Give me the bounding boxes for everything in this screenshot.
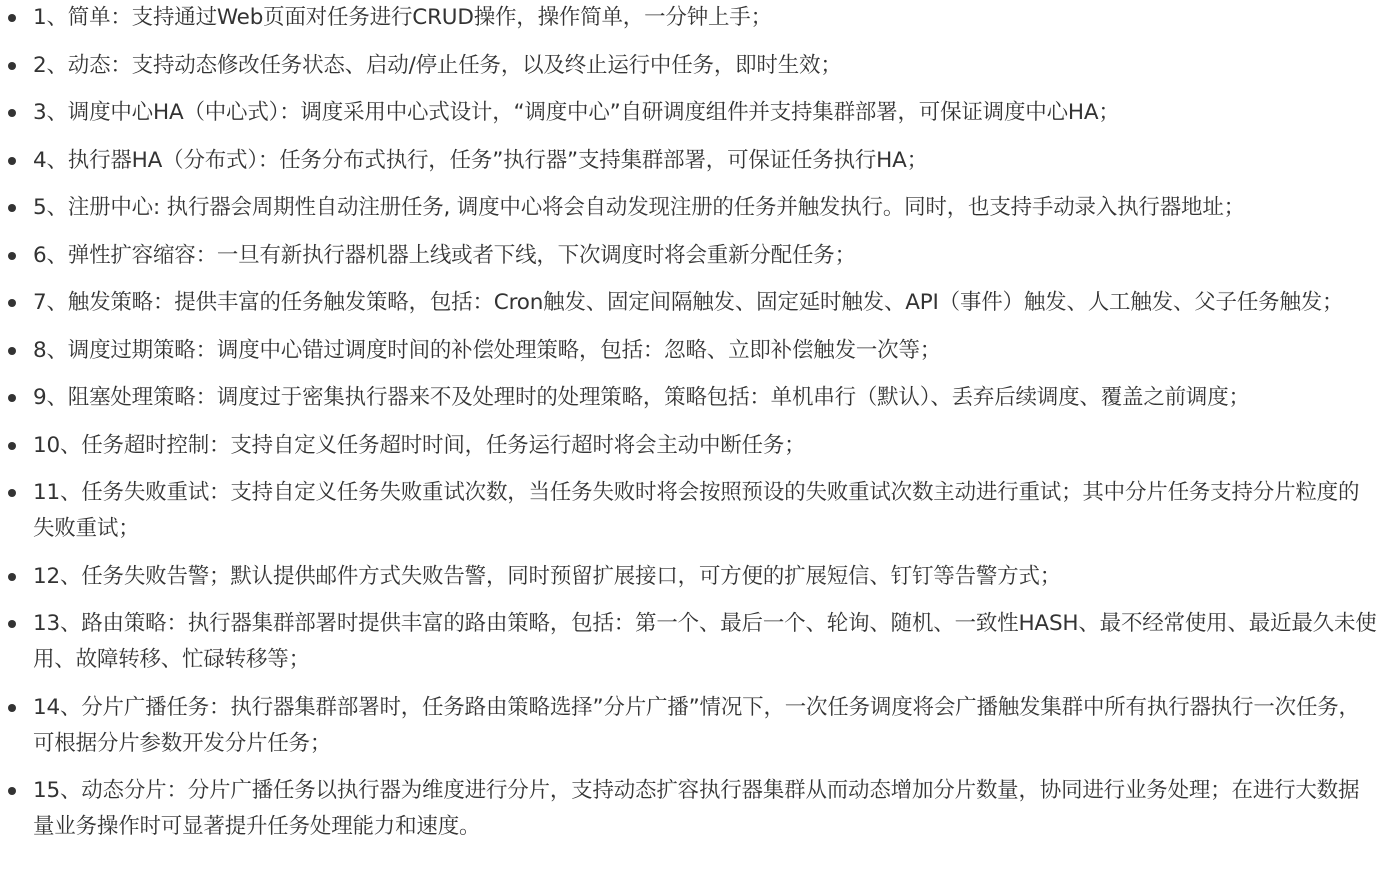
list-item [0,238,1382,274]
list-item [0,380,1382,416]
list-item-text: 6、弹性扩容缩容：一旦有新执行器机器上线或者下线，下次调度时将会重新分配任务； [33,242,856,268]
list-item [0,48,1382,84]
list-item-text: 12、任务失败告警；默认提供邮件方式失败告警，同时预留扩展接口，可方便的扩展短信、钉钉等告警方式； [33,563,1062,589]
bullet-icon [8,573,16,581]
list-item-text: 10、任务超时控制：支持自定义任务超时时间，任务运行超时将会主动中断任务； [33,432,806,458]
list-item [0,773,1382,845]
list-item-text: 5、注册中心: 执行器会周期性自动注册任务, 调度中心将会自动发现注册的任务并触发执行。同时，也支持手动录入执行器地址； [33,195,1245,220]
list-item-text: 11、任务失败重试：支持自定义任务失败重试次数，当任务失败时将会按照预设的失败重试次数主动进行重试；其中分片任务支持分片粒度的失败重试； [33,480,1360,541]
list-item-text: 4、执行器HA（分布式）：任务分布式执行，任务”执行器”支持集群部署，可保证任务执行HA； [33,147,928,173]
bullet-icon [8,489,16,497]
bullet-icon [8,204,16,212]
bullet-icon [8,620,16,628]
list-item-text: 8、调度过期策略：调度中心错过调度时间的补偿处理策略，包括：忽略、立即补偿触发一次等； [33,337,942,363]
list-item-text: 15、动态分片：分片广播任务以执行器为维度进行分片，支持动态扩容执行器集群从而动态增加分片数量，协同进行业务处理；在进行大数据量业务操作时可显著提升任务处理能力和速度。 [33,778,1360,839]
list-item-text: 1、简单：支持通过Web页面对任务进行CRUD操作，操作简单，一分钟上手； [33,5,772,30]
bullet-icon [8,299,16,307]
bullet-icon [8,14,16,22]
list-item [0,475,1382,547]
list-item [0,143,1382,179]
list-item [0,428,1382,464]
list-item [0,559,1382,595]
list-item-text: 13、路由策略：执行器集群部署时提供丰富的路由策略，包括：第一个、最后一个、轮询、随机、一致性HASH、最不经常使用、最近最久未使用、故障转移、忙碌转移等； [33,611,1377,672]
bullet-icon [8,394,16,402]
list-item [0,690,1382,762]
bullet-icon [8,252,16,260]
list-item-text: 7、触发策略：提供丰富的任务触发策略，包括：Cron触发、固定间隔触发、固定延时触发、API（事件）触发、人工触发、父子任务触发； [33,290,1344,315]
list-item [0,190,1382,226]
bullet-icon [8,157,16,165]
list-item [0,606,1382,678]
list-item [0,333,1382,369]
list-item [0,285,1382,321]
bullet-icon [8,109,16,117]
list-item-text: 14、分片广播任务：执行器集群部署时，任务路由策略选择”分片广播”情况下，一次任务调度将会广播触发集群中所有执行器执行一次任务，可根据分片参数开发分片任务； [33,694,1360,756]
list-item [0,0,1382,36]
list-item-text: 9、阻塞处理策略：调度过于密集执行器来不及处理时的处理策略，策略包括：单机串行（默认）、丢弃后续调度、覆盖之前调度； [33,385,1250,410]
list-item-text: 2、动态：支持动态修改任务状态、启动/停止任务，以及终止运行中任务，即时生效； [33,52,842,78]
bullet-icon [8,787,16,795]
bullet-icon [8,704,16,712]
list-item-text: 3、调度中心HA（中心式）：调度采用中心式设计，“调度中心”自研调度组件并支持集群部署，可保证调度中心HA； [33,100,1120,125]
bullet-icon [8,442,16,450]
list-item [0,95,1382,131]
bullet-icon [8,62,16,70]
bullet-icon [8,347,16,355]
